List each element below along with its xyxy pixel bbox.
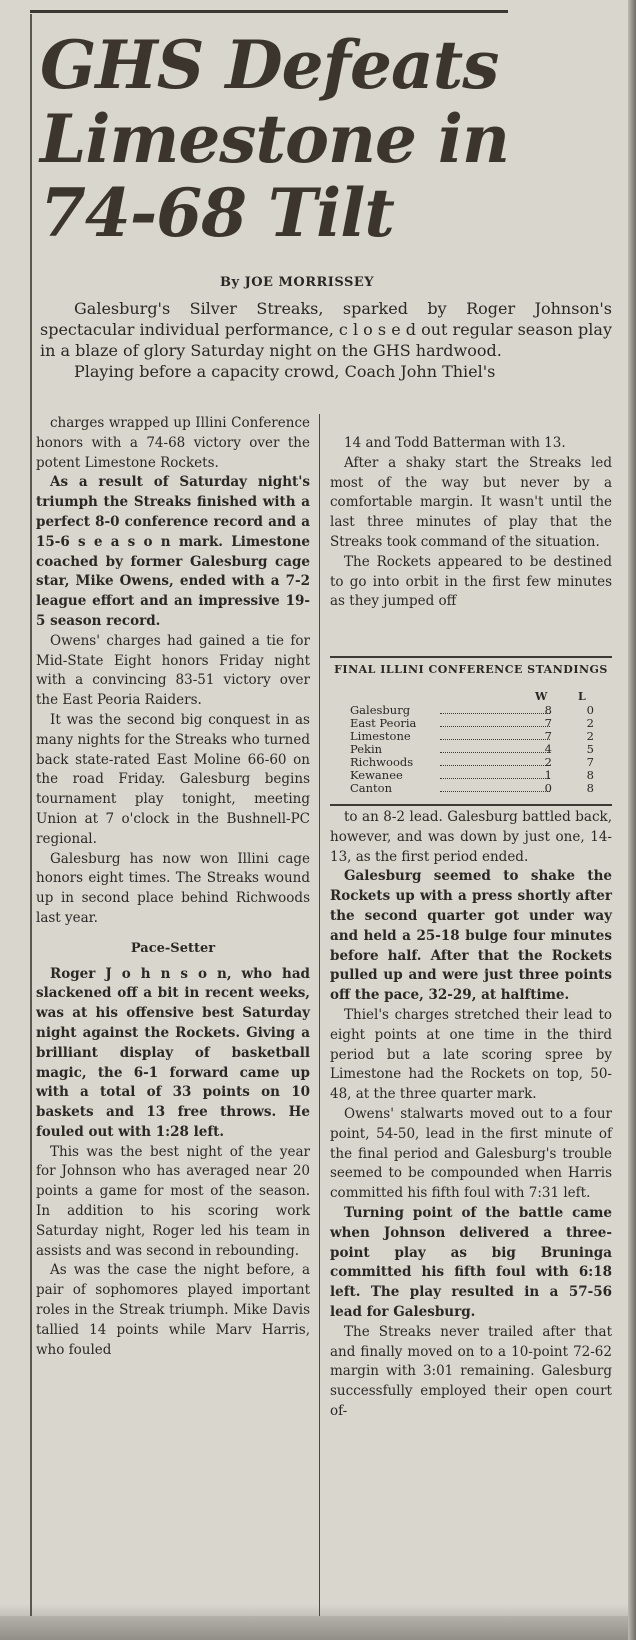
standings-team: Canton [350, 781, 393, 795]
lead-paragraphs [40, 298, 612, 382]
leader-dots [440, 781, 552, 795]
right-column-paragraph: Owens' stalwarts moved out to a four point, 54-50, lead in the first minute of the final period and Galesburg's trouble seemed to be compounded when Harris committed his fifth foul with 7:31 left. [330, 1105, 612, 1202]
leader-dots [440, 716, 552, 730]
right-column-top [330, 434, 612, 612]
standings-wins: 1 [544, 768, 552, 782]
right-column-bottom [330, 808, 612, 1422]
standings-row [350, 769, 612, 781]
standings-row [350, 743, 612, 755]
left-column-paragraph: It was the second big conquest in as many nights for the Streaks who turned back state-rated East Moline 66-60 on the road Friday. Galesburg begins tournament play tonight, meeting Union at 7 o'clock in the Bushnell-PC regional. [36, 711, 310, 847]
lead-paragraph-2: Playing before a capacity crowd, Coach John Thiel's [74, 362, 496, 381]
headline-line-3: 74-68 Tilt [40, 174, 394, 252]
standings-team: Kewanee [350, 768, 403, 782]
standings-title: FINAL ILLINI CONFERENCE STANDINGS [334, 663, 608, 676]
left-column-paragraph: This was the best night of the year for Johnson who has averaged near 20 points a game for most of the season. In addition to his scoring work Saturday night, Roger led his team in assists and was second in rebounding. [36, 1143, 310, 1259]
headline-line-2: Limestone in [40, 100, 509, 178]
standings-wins: 2 [544, 755, 552, 769]
standings-losses: 5 [586, 742, 594, 756]
standings-row [350, 756, 612, 768]
top-rule [30, 10, 508, 13]
right-column-paragraph: Galesburg seemed to shake the Rockets up with a press shortly after the second quarter got under way and held a 25-18 bulge four minutes before half. After that the Rockets pulled up and were just three points off the pace, 32-29, at halftime. [330, 868, 612, 1004]
left-column [36, 414, 310, 1360]
headline [40, 28, 600, 250]
standings-losses: 7 [586, 755, 594, 769]
standings-row [350, 730, 612, 742]
right-column-paragraph: to an 8-2 lead. Galesburg battled back, however, and was down by just one, 14-13, as the first period ended. [330, 809, 612, 865]
left-column-paragraph: Owens' charges had gained a tie for Mid-State Eight honors Friday night with a convincing 83-51 victory over the East Peoria Raiders. [36, 632, 310, 709]
left-column-paragraph: Roger J o h n s o n, who had slackened off a bit in recent weeks, was at his offensive best Saturday night against the Rockets. Giving a brilliant display of basketball magic, the 6-1 forward came up with a total of 33 points on 10 baskets and 13 free throws. He fouled out with 1:28 left. [36, 965, 310, 1140]
standings-team: Richwoods [350, 755, 414, 769]
headline-line-1: GHS Defeats [40, 26, 499, 104]
standings-team: Limestone [350, 729, 411, 743]
standings-row [350, 717, 612, 729]
standings-losses: 8 [586, 768, 594, 782]
standings-wins: 7 [544, 716, 552, 730]
byline: By JOE MORRISSEY [220, 275, 375, 290]
standings-team: East Peoria [350, 716, 417, 730]
left-column-paragraph: charges wrapped up Illini Conference honors with a 74-68 victory over the potent Limestone Rockets. [36, 415, 310, 471]
leader-dots [440, 755, 552, 769]
left-column-paragraph: As was the case the night before, a pair of sophomores played important roles in the Streak triumph. Mike Davis tallied 14 points while Marv Harris, who fouled [36, 1262, 310, 1358]
leader-dots [440, 703, 552, 717]
standings-row [350, 782, 612, 794]
left-column-subhead: Pace-Setter [130, 940, 216, 956]
standings-wins: 7 [544, 729, 552, 743]
left-rule [30, 14, 32, 1634]
right-column-paragraph: The Rockets appeared to be destined to go into orbit in the first few minutes as they jumped off [330, 553, 612, 610]
right-column-paragraph: After a shaky start the Streaks led most of the way but never by a comfortable margin. It wasn't until the last three minutes of play that the Streaks took command of the situation. [330, 454, 612, 550]
standings-wins: 4 [544, 742, 552, 756]
standings-row [350, 704, 612, 716]
standings-table [330, 656, 612, 806]
standings-header-losses: L [578, 690, 586, 703]
left-column-paragraph: Galesburg has now won Illini cage honors eight times. The Streaks wound up in second place behind Richwoods last year. [36, 850, 310, 926]
standings-wins: 0 [544, 781, 552, 795]
column-divider [319, 414, 320, 1640]
lead-paragraph-1: Galesburg's Silver Streaks, sparked by Roger Johnson's spectacular individual performance, c l o s e d out regular season play in a blaze of glory Saturday night on the GHS hardwood. [40, 299, 612, 360]
standings-losses: 0 [586, 703, 594, 717]
right-edge-shadow [628, 0, 636, 1640]
leader-dots [440, 768, 552, 782]
standings-losses: 2 [586, 729, 594, 743]
page-shadow [0, 1604, 636, 1640]
right-column-paragraph: The Streaks never trailed after that and finally moved on to a 10-point 72-62 margin with 3:01 remaining. Galesburg successfully employed their open court of- [330, 1323, 612, 1419]
right-column-paragraph: Thiel's charges stretched their lead to eight points at one time in the third period but a late scoring spree by Limestone had the Rockets on top, 50-48, at the three quarter mark. [330, 1006, 612, 1103]
standings-losses: 2 [586, 716, 594, 730]
leader-dots [440, 729, 552, 743]
right-column-paragraph: 14 and Todd Batterman with 13. [344, 435, 566, 451]
left-column-paragraph: As a result of Saturday night's triumph the Streaks finished with a perfect 8-0 conference record and a 15-6 s e a s o n mark. Limestone coached by former Galesburg cage star, Mike Owens, ended with a 7-2 league effort and an impressive 19-5 season record. [36, 474, 310, 629]
standings-losses: 8 [586, 781, 594, 795]
standings-wins: 8 [544, 703, 552, 717]
standings-team: Pekin [350, 742, 383, 756]
standings-header-wins: W [535, 690, 548, 703]
leader-dots [440, 742, 552, 756]
right-column-paragraph: Turning point of the battle came when Johnson delivered a three-point play as big Bruninga committed his fifth foul with 6:18 left. The play resulted in a 57-56 lead for Galesburg. [330, 1204, 612, 1320]
standings-team: Galesburg [350, 703, 411, 717]
